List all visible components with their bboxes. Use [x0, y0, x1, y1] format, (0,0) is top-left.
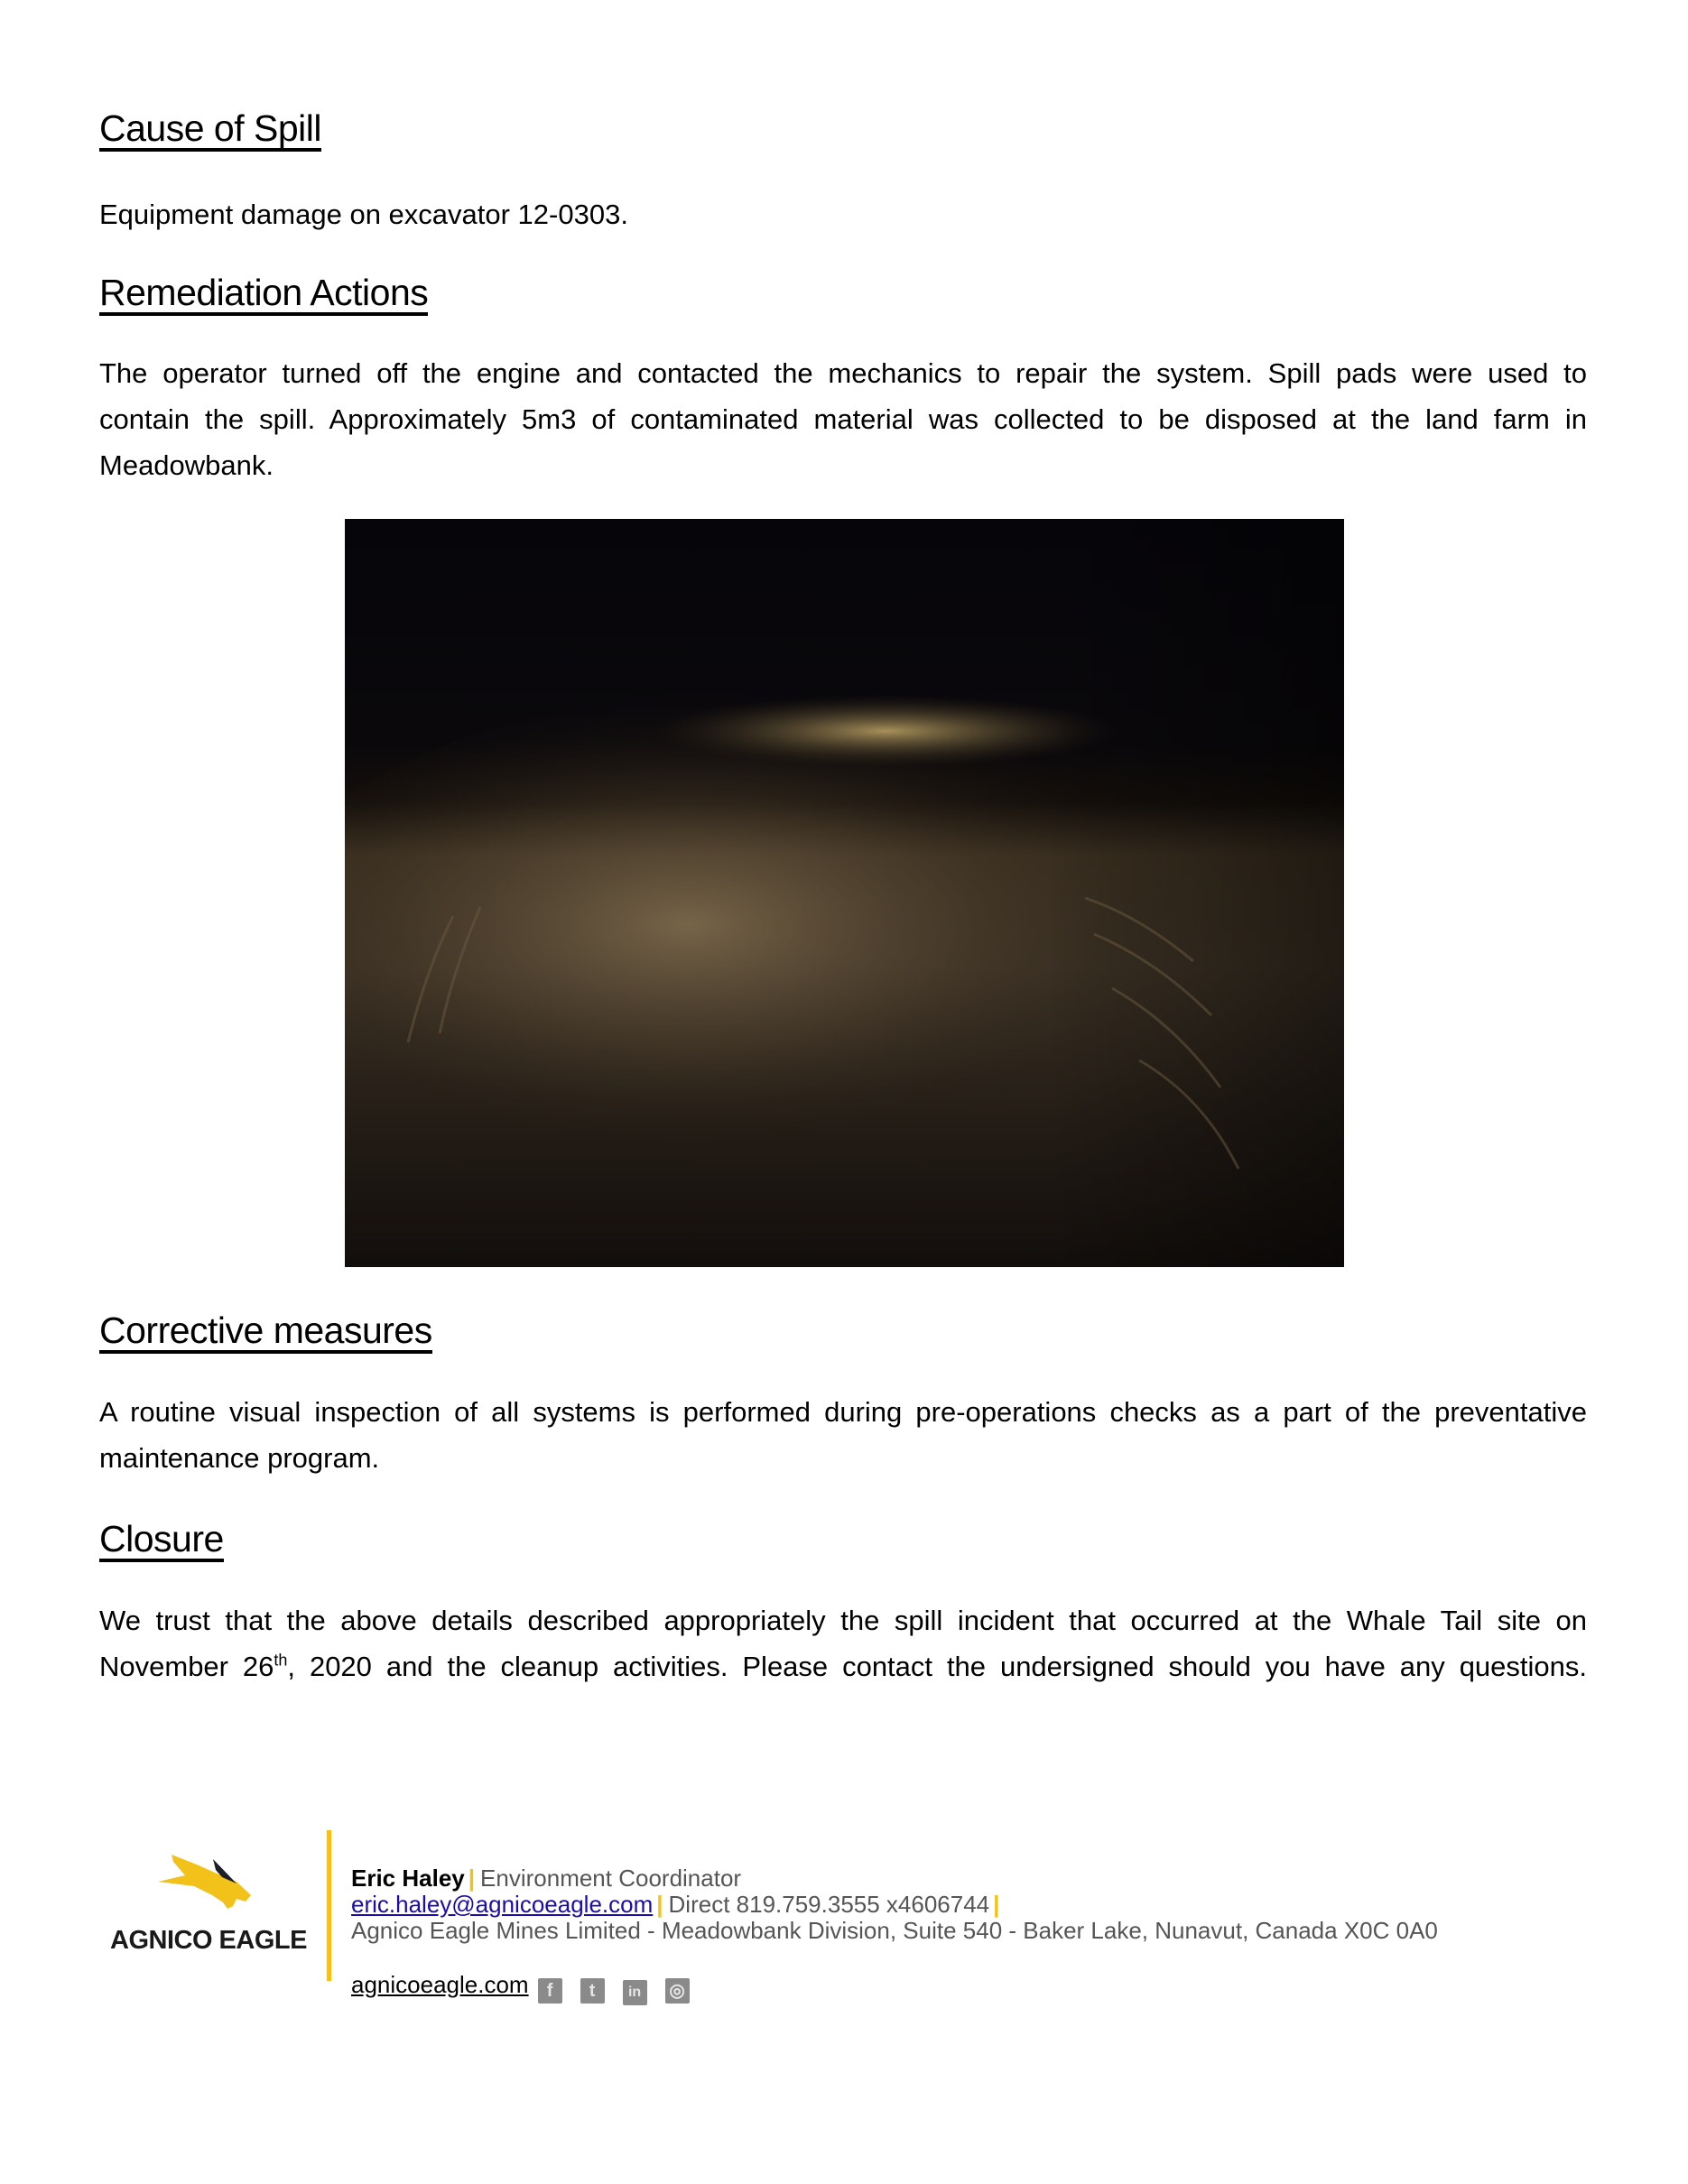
- paragraph-line: We trust that the above details described appropriately the spill incident that occurred at the Whale Tail site on: [99, 1605, 1587, 1636]
- signature-name-line: [351, 1865, 741, 1892]
- paragraph-remediation: [99, 350, 1587, 488]
- twitter-icon[interactable]: t: [580, 1978, 605, 2004]
- heading-cause-of-spill: [99, 106, 321, 152]
- separator: |: [993, 1891, 1000, 1918]
- heading-closure: [99, 1517, 224, 1562]
- paragraph-line: Meadowbank.: [99, 449, 274, 481]
- date-text: November 26: [99, 1651, 274, 1682]
- heading-remediation-actions: [99, 271, 428, 316]
- facebook-icon[interactable]: f: [538, 1978, 562, 2004]
- signature-divider: [327, 1830, 331, 1981]
- paragraph-closure: [99, 1597, 1587, 1689]
- paragraph-line: maintenance program.: [99, 1442, 380, 1474]
- separator: |: [656, 1891, 663, 1918]
- paragraph-corrective: [99, 1389, 1587, 1481]
- company-logo: [99, 1832, 325, 1985]
- ordinal-suffix: th: [274, 1651, 288, 1670]
- email-link[interactable]: eric.haley@agnicoeagle.com: [351, 1891, 654, 1918]
- address: Agnico Eagle Mines Limited - Meadowbank Division, Suite 540 - Baker Lake, Nunavut, Canada X0C 0A0: [351, 1917, 1438, 1944]
- paragraph-cause: [99, 191, 1587, 237]
- eagle-logo-icon: [99, 1832, 325, 1931]
- paragraph-line: [99, 1643, 1587, 1689]
- heading-text: Corrective measures: [99, 1312, 432, 1354]
- paragraph-line: A routine visual inspection of all systems is performed during pre-operations checks as a part of the preventative: [99, 1396, 1587, 1428]
- signer-name: Eric Haley: [351, 1865, 465, 1892]
- paragraph-line: contain the spill. Approximately 5m3 of contaminated material was collected to be disposed at the land farm in: [99, 403, 1587, 435]
- paragraph-line: The operator turned off the engine and contacted the mechanics to repair the system. Spill pads were used to: [99, 357, 1587, 389]
- instagram-icon[interactable]: ◎: [665, 1978, 690, 2004]
- signature-web-line: [351, 1971, 690, 2005]
- closure-text: , 2020 and the cleanup activities. Please contact the undersigned should you have any questions.: [287, 1651, 1587, 1682]
- heading-text: Remediation Actions: [99, 274, 428, 316]
- photo-graphic: [345, 519, 1344, 1267]
- separator: |: [468, 1865, 476, 1892]
- heading-text: Cause of Spill: [99, 110, 321, 152]
- logo-text: AGNICO EAGLE: [110, 1926, 307, 1955]
- signer-title: Environment Coordinator: [480, 1865, 742, 1892]
- signature-address-line: [351, 1917, 1438, 1945]
- heading-corrective-measures: [99, 1309, 432, 1354]
- direct-phone: Direct 819.759.3555 x4606744: [668, 1891, 990, 1918]
- spill-site-photo: [345, 519, 1344, 1267]
- linkedin-icon[interactable]: in: [623, 1980, 647, 2005]
- paragraph-line: Equipment damage on excavator 12-0303.: [99, 199, 628, 230]
- website-link[interactable]: agnicoeagle.com: [351, 1971, 529, 1998]
- heading-text: Closure: [99, 1521, 224, 1562]
- signature-contact-line: [351, 1891, 1005, 1919]
